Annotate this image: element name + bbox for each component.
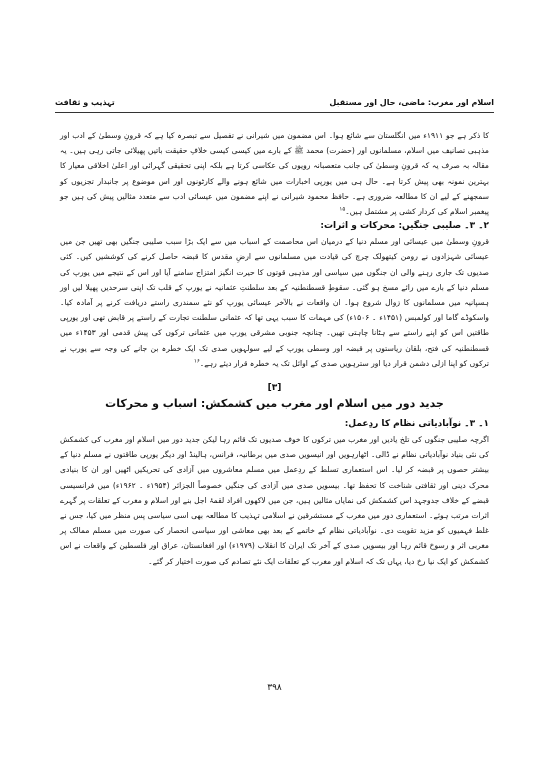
paragraph-crusades-text: قرونِ وسطیٰ میں عیسائی اور مسلم دنیا کے درمیان اس محاصمت کے اسباب میں سے ایک بڑا سبب صلیبی جنگیں بھی تھیں جن میں عیسائی شہزادوں نے رومن کیتھولک چرچ کی قیادت میں مسلمانوں سے ارضِ مقدس کا قبضہ حاصل کرنے کی کوششیں کیں۔ کئی صدیوں تک جاری رہنے والی ان جنگوں میں سیاسی اور مذہبی قوتوں کا حیرت انگیز امتزاج سامنے آیا اور اس کے نتیجے میں یورپ کی مسلم دنیا کے بارے میں رائے مسخ ہو گئی۔ سقوطِ قسطنطنیہ کے بعد سلطنتِ عثمانیہ نے یورپ کے قلب تک اپنی سرحدیں پھیلا لیں اور ہسپانیہ میں مسلمانوں کا زوال شروع ہوا۔ ان واقعات نے بالآخر عیسائی یورپ کو نئے سمندری راستے دریافت کرنے پر آمادہ کیا۔ واسکوڈے گاما اور کولمبس (۱۴۵۱ء ۔ ۱۵۰۶ء) کی مہمات کا سبب یہی تھا کہ عثمانی سلطنت تجارت کے راستے پر قابض تھی اور یورپی طاقتیں اس کو اپنے راستے سے ہٹانا چاہتی تھیں۔ چنانچہ جنوبی مشرقی یورپ میں عثمانی ترکوں کی پیش قدمی اور ۱۴۵۳ء میں قسطنطنیہ کی فتح، بلقان ریاستوں پر قبضہ اور وسطی یورپ کے لیے سولہویں صدی تک ایک خطرہ بن جانے کی وجہ سے یورپ نے ترکوں کو اپنا ازلی دشمن قرار دیا اور سترہویں صدی کے اوائل تک یہ خطرہ قرار دیئے رہے۔ <box>60 237 490 368</box>
header-divider <box>55 112 494 113</box>
page-number: ۳۹۸ <box>267 683 282 693</box>
paragraph-intro-text: کا ذکر ہے جو ۱۹۱۱ء میں انگلستان سے شائع ہوا۔ اس مضمون میں شیرانی نے تفصیل سے تبصرہ کیا ہے کہ قرونِ وسطیٰ کے ادب اور مذہبی تصانیف میں اسلام، مسلمانوں اور (حضرت) محمد ﷺ کے بارے میں کیسی کیسی خلافِ حقیقت باتیں پھیلائی جاتی رہی ہیں۔ یہ مقالہ بہ صرف یہ کہ قرونِ وسطیٰ کی جانب متعصبانہ رویوں کی عکاسی کرتا ہے بلکہ اپنی تحقیقی گہرائی اور اعلیٰ اخلاقی معیار کا بہترین نمونہ بھی پیش کرتا ہے۔ حال ہی میں یورپی اخبارات میں شائع ہونے والے کارٹونوں اور اس موضوع پر جانبدار تجزیوں کو سمجھنے کے لیے ان کا مطالعہ ضروری ہے۔ حافظ محمود شیرانی نے اپنے مضمون میں عیسائی ادب سے متعدد مثالیں پیش کی ہیں جو پیغمبر اسلام کی کردار کشی پر مشتمل ہیں۔ <box>60 131 489 217</box>
section-heading <box>60 381 489 413</box>
subheading-colonialism: ۱۔ ۳۔ نوآبادیاتی نظام کا ردِعمل: <box>344 419 489 430</box>
section-number: [۳] <box>267 383 282 394</box>
running-header <box>55 98 494 112</box>
journal-article-title: اسلام اور مغرب: ماضی، حال اور مستقبل <box>329 98 494 107</box>
paragraph-intro <box>60 128 489 219</box>
subheading-crusades: ۲۔ ۳۔ صلیبی جنگیں: محرکات و اثرات: <box>320 221 489 232</box>
footnote-ref-16: ۱۶ <box>193 358 200 365</box>
main-text <box>60 128 489 569</box>
section-title: جدید دور میں اسلام اور مغرب میں کشمکش: اسباب و محرکات <box>105 397 444 411</box>
paragraph-colonialism: اگرچہ صلیبی جنگوں کی تلخ یادیں اور مغرب میں ترکوں کا خوف صدیوں تک قائم رہا لیکن جدید دور میں اسلام اور مغرب کی کشمکش کی نئی بنیاد نوآبادیاتی نظام نے ڈالی۔ اٹھارہویں اور انیسویں صدی میں برطانیہ، فرانس، ہالینڈ اور دیگر یورپی طاقتوں نے مسلم دنیا کے بیشتر حصوں پر قبضہ کر لیا۔ اس استعماری تسلط کے ردِعمل میں مسلم معاشروں میں آزادی کی تحریکیں اٹھیں اور ان کا بنیادی محرک دینی اور ثقافتی شناخت کا تحفظ تھا۔ بیسویں صدی میں آزادی کی جنگیں خصوصاً الجزائر (۱۹۵۴ء ۔ ۱۹۶۲ء) میں فرانسیسی قبضے کے خلاف جدوجہد اس کشمکش کی نمایاں مثالیں ہیں، جن میں لاکھوں افراد لقمۂ اجل بنے اور اسلام و مغرب کے تعلقات پر گہرے اثرات مرتب ہوئے۔ استعماری دور میں مغرب کے مستشرقین نے اسلامی تہذیب کا مطالعہ بھی اسی سیاسی پس منظر میں کیا، جس نے غلط فہمیوں کو مزید تقویت دی۔ نوآبادیاتی نظام کے خاتمے کے بعد بھی معاشی اور سیاسی انحصار کی صورت میں مسلم ممالک پر مغربی اثر و رسوخ قائم رہا اور بیسویں صدی کے آخر تک ایران کا انقلاب (۱۹۷۹ء) اور افغانستان، عراق اور فلسطین کے واقعات نے اس کشمکش کو ایک نیا رخ دیا، یہاں تک کہ اسلام اور مغرب کے تعلقات ایک نئے تصادم کی صورت اختیار کر گئے۔ <box>60 435 489 566</box>
journal-name: تہذیب و ثقافت <box>55 98 115 107</box>
paragraph-crusades <box>60 234 489 371</box>
footnote-ref-15: ۱۵ <box>339 206 346 213</box>
